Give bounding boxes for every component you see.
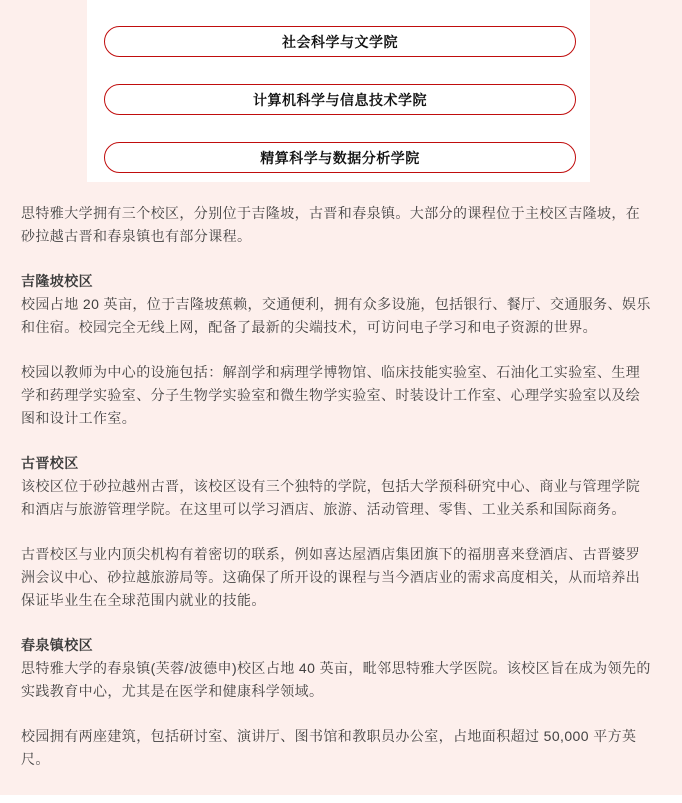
kl-campus-paragraph-1: 校园占地 20 英亩，位于吉隆坡蕉赖，交通便利，拥有众多设施，包括银行、餐厅、交通服务、娱乐和住宿。校园完全无线上网，配备了最新的尖端技术，可访问电子学习和电子资源的世界。 [21, 296, 651, 335]
kuching-campus-paragraph-2: 古晋校区与业内顶尖机构有着密切的联系，例如喜达屋酒店集团旗下的福朋喜来登酒店、古晋婆罗洲会议中心、砂拉越旅游局等。这确保了所开设的课程与当今酒店业的需求高度相关，从而培养出保证毕业生在全球范围内就业的技能。 [21, 546, 641, 608]
intro-paragraph: 思特雅大学拥有三个校区，分别位于吉隆坡，古晋和春泉镇。大部分的课程位于主校区吉隆坡，在砂拉越古晋和春泉镇也有部分课程。 [21, 205, 641, 244]
campuses-article [21, 202, 652, 771]
kuching-campus-paragraph-1: 该校区位于砂拉越州古晋，该校区设有三个独特的学院，包括大学预科研究中心、商业与管理学院和酒店与旅游管理学院。在这里可以学习酒店、旅游、活动管理、零售、工业关系和国际商务。 [21, 478, 641, 517]
springhill-campus-paragraph-2: 校园拥有两座建筑，包括研讨室、演讲厅、图书馆和教职员办公室，占地面积超过 50,000 平方英尺。 [21, 728, 637, 767]
kl-campus-paragraph-2: 校园以教师为中心的设施包括：解剖学和病理学博物馆、临床技能实验室、石油化工实验室、生理学和药理学实验室、分子生物学实验室和微生物学实验室、时装设计工作室、心理学实验室以及绘图和设计工作室。 [21, 364, 641, 426]
heading-springhill-campus: 春泉镇校区 [21, 637, 93, 653]
faculty-button-actuarial-science-and-data-analytics[interactable]: 精算科学与数据分析学院 [104, 142, 576, 173]
heading-kuala-lumpur-campus: 吉隆坡校区 [21, 273, 93, 289]
springhill-campus-paragraph-1: 思特雅大学的春泉镇(芙蓉/波德申)校区占地 40 英亩，毗邻思特雅大学医院。该校区旨在成为领先的实践教育中心，尤其是在医学和健康科学领域。 [21, 660, 651, 699]
faculty-button-social-sciences-and-liberal-arts[interactable]: 社会科学与文学院 [104, 26, 576, 57]
faculty-buttons-panel [87, 0, 590, 182]
heading-kuching-campus: 古晋校区 [21, 455, 79, 471]
faculty-button-computer-science-and-it[interactable]: 计算机科学与信息技术学院 [104, 84, 576, 115]
